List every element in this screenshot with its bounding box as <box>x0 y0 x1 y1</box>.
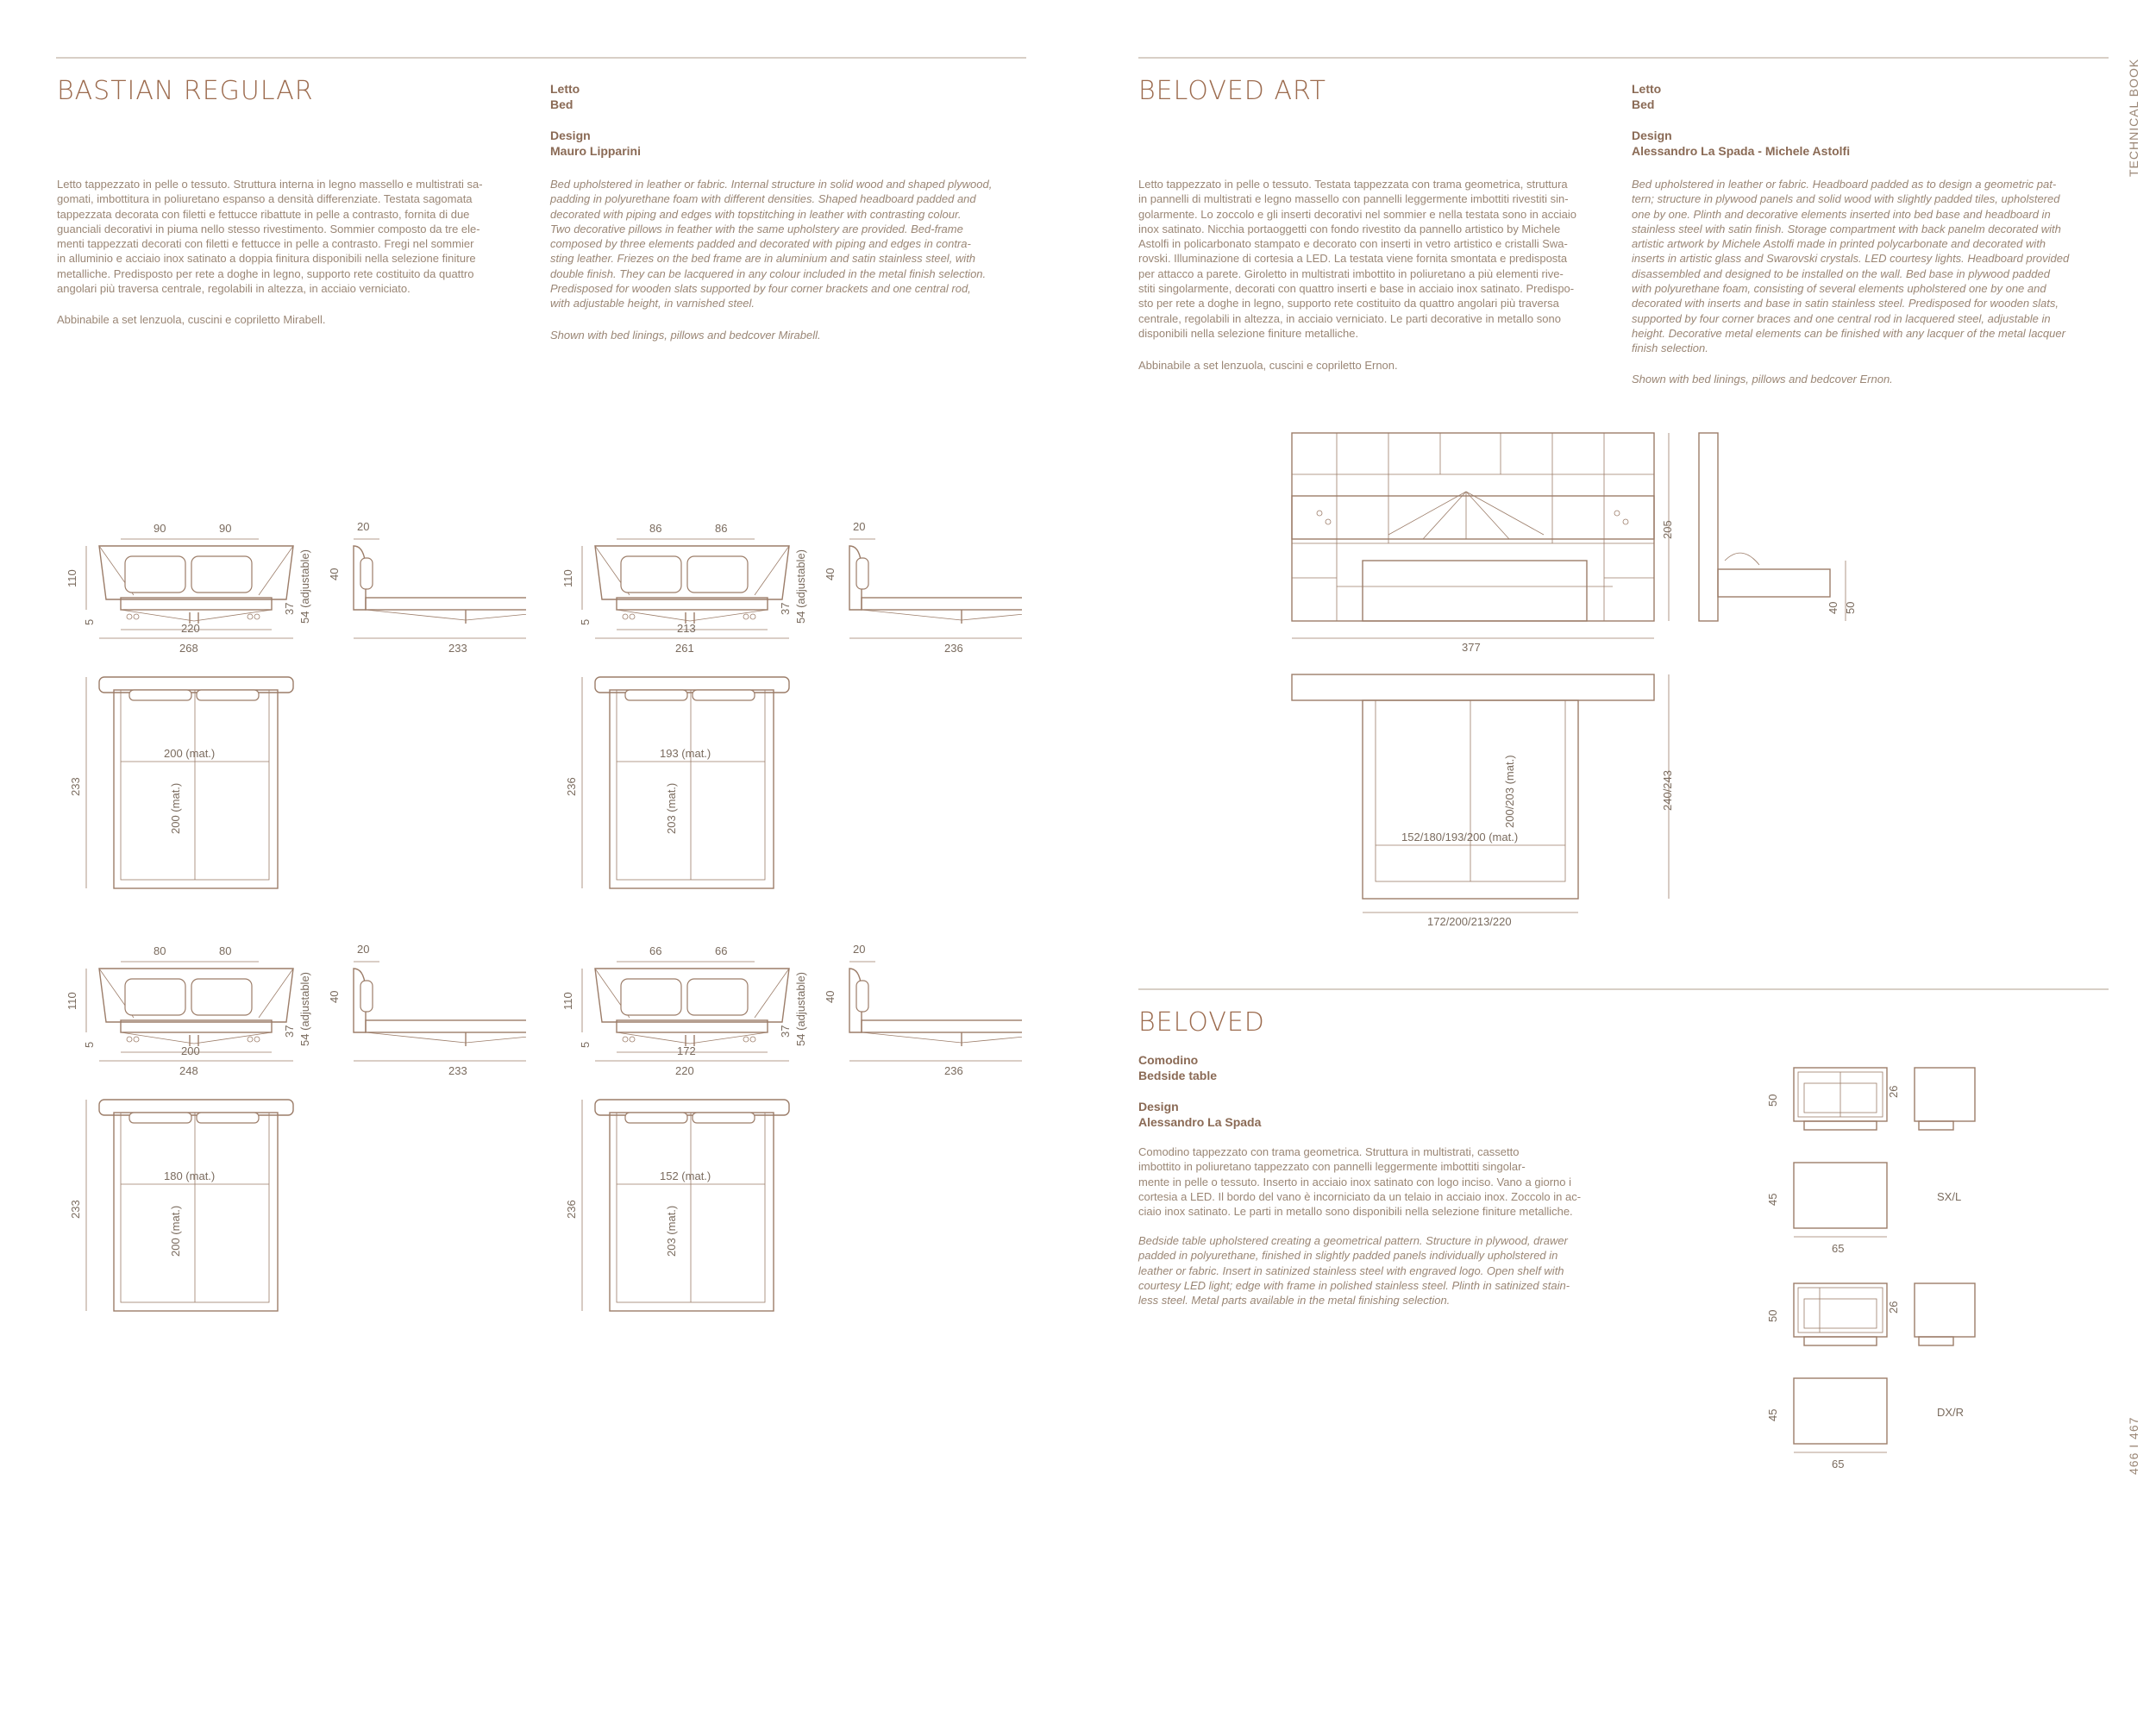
dim-total-height: 110 <box>66 569 78 587</box>
beloved-art-title: BELOVED ART <box>1138 76 1326 106</box>
bastian-desc-en: Bed upholstered in leather or fabric. Internal structure in solid wood and shaped plywood, padding in polyurethane foam with different densities. Shaped headboard padded and decorated with piping and edges with topstitching in leather with contrasting colour. Two decorative pillows in feather with the same upholstery are provided. Bed-frame composed by three elements padded and decorated with piping and edges in contra- sting leather. Friezes on the bed frame are in aluminium and satin stainless steel, with double finish. They can be lacquered in any colour included in the metal finish selection. Predisposed for wooden slats supported by four corner brackets and one central rod, with adjustable height, in varnished steel. <box>550 178 993 310</box>
bastian-type: Letto Bed Design Mauro Lipparini <box>550 82 641 158</box>
dim-mattress-length: 200 (mat.) <box>169 782 182 834</box>
dim-plan-length: 236 <box>565 1200 578 1219</box>
bastian-front-view <box>561 944 807 1077</box>
bastian-variant-2 <box>60 936 526 1712</box>
dim-side-length: 236 <box>944 1064 963 1077</box>
dim-side-top: 20 <box>357 943 370 956</box>
bedside-front-view <box>1766 1068 1900 1130</box>
page-numbers: 466 I 467 <box>2127 1416 2140 1475</box>
dim-adjustable-height: 54 (adjustable) <box>298 972 311 1046</box>
top-rule-left <box>56 57 1026 59</box>
bedside-front-view <box>1766 1283 1900 1345</box>
bedside-plan-view <box>1766 1163 1961 1255</box>
dim-mattress-length: 203 (mat.) <box>665 1205 678 1257</box>
dim-inner-width: 213 <box>677 622 696 635</box>
dim-plan-length: 233 <box>69 1200 82 1219</box>
bastian-side-view <box>824 520 1022 655</box>
dim-side-length: 236 <box>944 642 963 655</box>
dim-side-top: 20 <box>853 943 866 956</box>
dim-side-b: 50 <box>1844 601 1857 614</box>
dim-total-height: 110 <box>66 992 78 1010</box>
beloved-art-plan-view <box>1292 674 1674 928</box>
dim-side-height: 40 <box>824 568 837 580</box>
bastian-plan-view <box>69 1100 293 1311</box>
dim-adjustable-height: 54 (adjustable) <box>298 549 311 624</box>
dim-frame-height: 37 <box>779 602 792 615</box>
dim-plan-outer: 172/200/213/220 <box>1427 915 1512 928</box>
dim-outer-width: 261 <box>675 642 694 655</box>
section-label: TECHNICAL BOOK <box>2127 58 2140 177</box>
dim-outer-width: 220 <box>675 1064 694 1077</box>
bastian-front-view <box>66 944 311 1077</box>
bastian-plan-view <box>69 677 293 888</box>
dim-base-height: 5 <box>579 618 592 625</box>
dim-frame-height: 37 <box>283 602 296 615</box>
dim-inner-width: 220 <box>181 622 200 635</box>
dim-pillow-right: 86 <box>715 522 728 535</box>
dim-adjustable-height: 54 (adjustable) <box>794 549 807 624</box>
dim-plan-w: 152/180/193/200 (mat.) <box>1401 831 1519 843</box>
dim-side-a: 40 <box>1827 601 1839 614</box>
dim-total-height: 110 <box>561 569 574 587</box>
dim-side-top: 20 <box>853 520 866 533</box>
beloved-desc-it: Comodino tappezzato con trama geometrica. Struttura in multistrati, cassetto imbottito in poliuretano tappezzato con pannelli leggermente imbottiti singolar- mente in pelle o tessuto. Inserto in acciaio inox satinato con logo inciso. Vano a giorno i cortesia a LED. Il bordo del vano è incorniciato da un telaio in acciaio inox. Zoccolo in ac- ciaio inox satinato. Le parti in metallo sono disponibili nella selezione finiture metalliche. <box>1138 1145 1582 1219</box>
dim-unit-height: 50 <box>1766 1309 1779 1322</box>
dim-side-height: 40 <box>328 568 341 580</box>
dim-mattress-length: 203 (mat.) <box>665 782 678 834</box>
dim-outer-width: 248 <box>179 1064 198 1077</box>
dim-mattress-length: 200 (mat.) <box>169 1205 182 1257</box>
bedside-side-view <box>1915 1283 1975 1345</box>
beloved-desc-en: Bedside table upholstered creating a geometrical pattern. Structure in plywood, drawer padded in polyurethane, finished in slightly padded panels individually upholstered in leather or fabric. Insert in satinized stainless steel with engraved logo. Open shelf with courtesy LED light; edge with frame in polished stainless steel. Plinth in satinized stain- less steel. Metal parts available in the metal finishing selection. <box>1138 1234 1570 1308</box>
beloved-art-front-view <box>1292 433 1857 654</box>
dim-base-height: 5 <box>83 1041 96 1048</box>
dim-mattress-width: 180 (mat.) <box>164 1170 216 1182</box>
dim-mattress-width: 200 (mat.) <box>164 747 216 760</box>
dim-adjustable-height: 54 (adjustable) <box>794 972 807 1046</box>
unit-side-label: SX/L <box>1937 1190 1962 1203</box>
beloved-title: BELOVED <box>1138 1007 1265 1038</box>
dim-base-height: 5 <box>579 1041 592 1048</box>
dim-frame-height: 37 <box>779 1025 792 1038</box>
unit-side-label: DX/R <box>1937 1406 1965 1419</box>
bastian-side-view <box>328 520 526 655</box>
dim-side-top: 20 <box>357 520 370 533</box>
dim-pillow-left: 90 <box>154 522 166 535</box>
dim-pillow-left: 86 <box>649 522 662 535</box>
dim-total-height: 110 <box>561 992 574 1010</box>
dim-pillow-left: 80 <box>154 944 166 957</box>
dim-pillow-right: 66 <box>715 944 728 957</box>
dim-plan-length: 236 <box>565 777 578 796</box>
dim-unit-width: 65 <box>1832 1242 1845 1255</box>
dim-unit-width: 65 <box>1832 1458 1845 1471</box>
dim-inner-width: 200 <box>181 1044 200 1057</box>
dim-pillow-right: 90 <box>219 522 232 535</box>
dim-plan-length: 233 <box>69 777 82 796</box>
bastian-side-view <box>328 943 526 1077</box>
bastian-variant-3 <box>556 936 1022 1712</box>
dim-side-length: 233 <box>448 1064 467 1077</box>
dim-height: 205 <box>1661 520 1674 539</box>
bastian-plan-view <box>565 1100 789 1311</box>
dim-base-height: 5 <box>83 618 96 625</box>
dim-pillow-right: 80 <box>219 944 232 957</box>
dim-unit-depth: 45 <box>1766 1193 1779 1206</box>
bedside-plan-view <box>1766 1378 1964 1471</box>
bastian-front-view <box>66 522 311 655</box>
beloved-art-desc-it: Letto tappezzato in pelle o tessuto. Testata tappezzata con trama geometrica, struttura in pannelli di multistrati e legno massello con pannelli leggermente imbottiti rivestiti sin- golarmente. Lo zoccolo e gli inserti decorativi nel sommier e nella testata sono in acciaio inox satinato. Nicchia portaoggetti con fondo rivestito da pannello artistico by Michele Astolfi in policarbonato stampato e decorato con inserti in vetro artistico e cristalli Swa- rovski. Illuminazione di cortesia a LED. La testata viene fornita smontata e predisposta per attacco a parete. Giroletto in multistrati imbottito in poliuretano a più elementi rive- stiti singolarmente, decorati con quattro inserti e base in acciaio inox satinato. Predispo- sto per rete a doghe in legno, supporto rete costituito da quattro angolari più traversa centrale, regolabili in altezza, in acciaio verniciato. Le parti decorative in metallo sono disponibili nella selezione finiture metalliche. <box>1138 178 1576 340</box>
dim-plan-depth: 240/243 <box>1661 770 1674 811</box>
beloved-art-desc-en: Bed upholstered in leather or fabric. Headboard padded as to design a geometric pat- tern; structure in plywood panels and solid wood with slightly padded tiles, upholstered one by one. Plinth and decorative elements inserted into bed base and headboard in stainless steel with satin finish. Storage compartment with back panelm decorated with artistic artwork by Michele Astolfi made in printed polycarbonate and decorated with inserts in artistic glass and Swarovski crystals. LED courtesy lights. Headboard provided disassembled and designed to be installed on the wall. Bed base in plywood padded with polyurethane foam, consisting of several elements upholstered one by one and decorated with inserts and base in satin stainless steel. Predisposed for wooden slats, supported by four corner braces and one central rod in lacquered steel, adjustable in height. Decorative metal elements can be finished with any lacquer of the metal lacquer finish selection. <box>1632 178 2070 355</box>
dim-inner-width: 172 <box>677 1044 696 1057</box>
beloved-type: Comodino Bedside table Design Alessandro La Spada <box>1138 1053 1262 1129</box>
dim-unit-drawer: 26 <box>1887 1301 1900 1314</box>
dim-side-height: 40 <box>824 990 837 1003</box>
bastian-front-view <box>561 522 807 655</box>
dim-unit-depth: 45 <box>1766 1408 1779 1421</box>
dim-frame-height: 37 <box>283 1025 296 1038</box>
bastian-note-it: Abbinabile a set lenzuola, cuscini e copriletto Mirabell. <box>57 313 326 326</box>
bedside-unit-0 <box>1759 1059 2053 1257</box>
bastian-title: BASTIAN REGULAR <box>57 76 314 106</box>
beloved-art-drawing <box>1285 423 1906 931</box>
dim-pillow-left: 66 <box>649 944 662 957</box>
dim-unit-height: 50 <box>1766 1094 1779 1107</box>
bastian-desc-it: Letto tappezzato in pelle o tessuto. Struttura interna in legno massello e multistrati sa- gomati, imbottitura in poliuretano espanso a densità differenziate. Testata sagomata tappezzata decorata con filetti e fettucce ribattute in pelle a contrasto, fornita di due guanciali decorativi in piuma nello stesso rivestimento. Sommier composto da tre ele- menti tappezzati decorati con filetti e fettucce in pelle a contrasto. Fregi nel sommier in alluminio e acciaio inox satinato a doppia finitura disponibili nella selezione finiture metalliche. Predisposto per rete a doghe in legno, supporto rete costituito da quattro angolari più traversa centrale, regolabili in altezza, in acciaio verniciato. <box>57 178 483 296</box>
section-rule-beloved <box>1138 988 2109 990</box>
dim-plan-len: 200/203 (mat.) <box>1503 755 1516 828</box>
dim-side-length: 233 <box>448 642 467 655</box>
bedside-unit-1 <box>1759 1275 2053 1473</box>
beloved-art-type: Letto Bed Design Alessandro La Spada - Michele Astolfi <box>1632 82 1851 158</box>
dim-unit-drawer: 26 <box>1887 1085 1900 1098</box>
top-rule-right <box>1138 57 2109 59</box>
dim-mattress-width: 152 (mat.) <box>660 1170 711 1182</box>
dim-width: 377 <box>1462 641 1481 654</box>
dim-side-height: 40 <box>328 990 341 1003</box>
beloved-art-note-it: Abbinabile a set lenzuola, cuscini e copriletto Ernon. <box>1138 359 1398 372</box>
bastian-plan-view <box>565 677 789 888</box>
dim-outer-width: 268 <box>179 642 198 655</box>
dim-mattress-width: 193 (mat.) <box>660 747 711 760</box>
beloved-art-note-en: Shown with bed linings, pillows and bedcover Ernon. <box>1632 373 1893 386</box>
bedside-side-view <box>1915 1068 1975 1130</box>
bastian-side-view <box>824 943 1022 1077</box>
bastian-note-en: Shown with bed linings, pillows and bedcover Mirabell. <box>550 329 821 342</box>
